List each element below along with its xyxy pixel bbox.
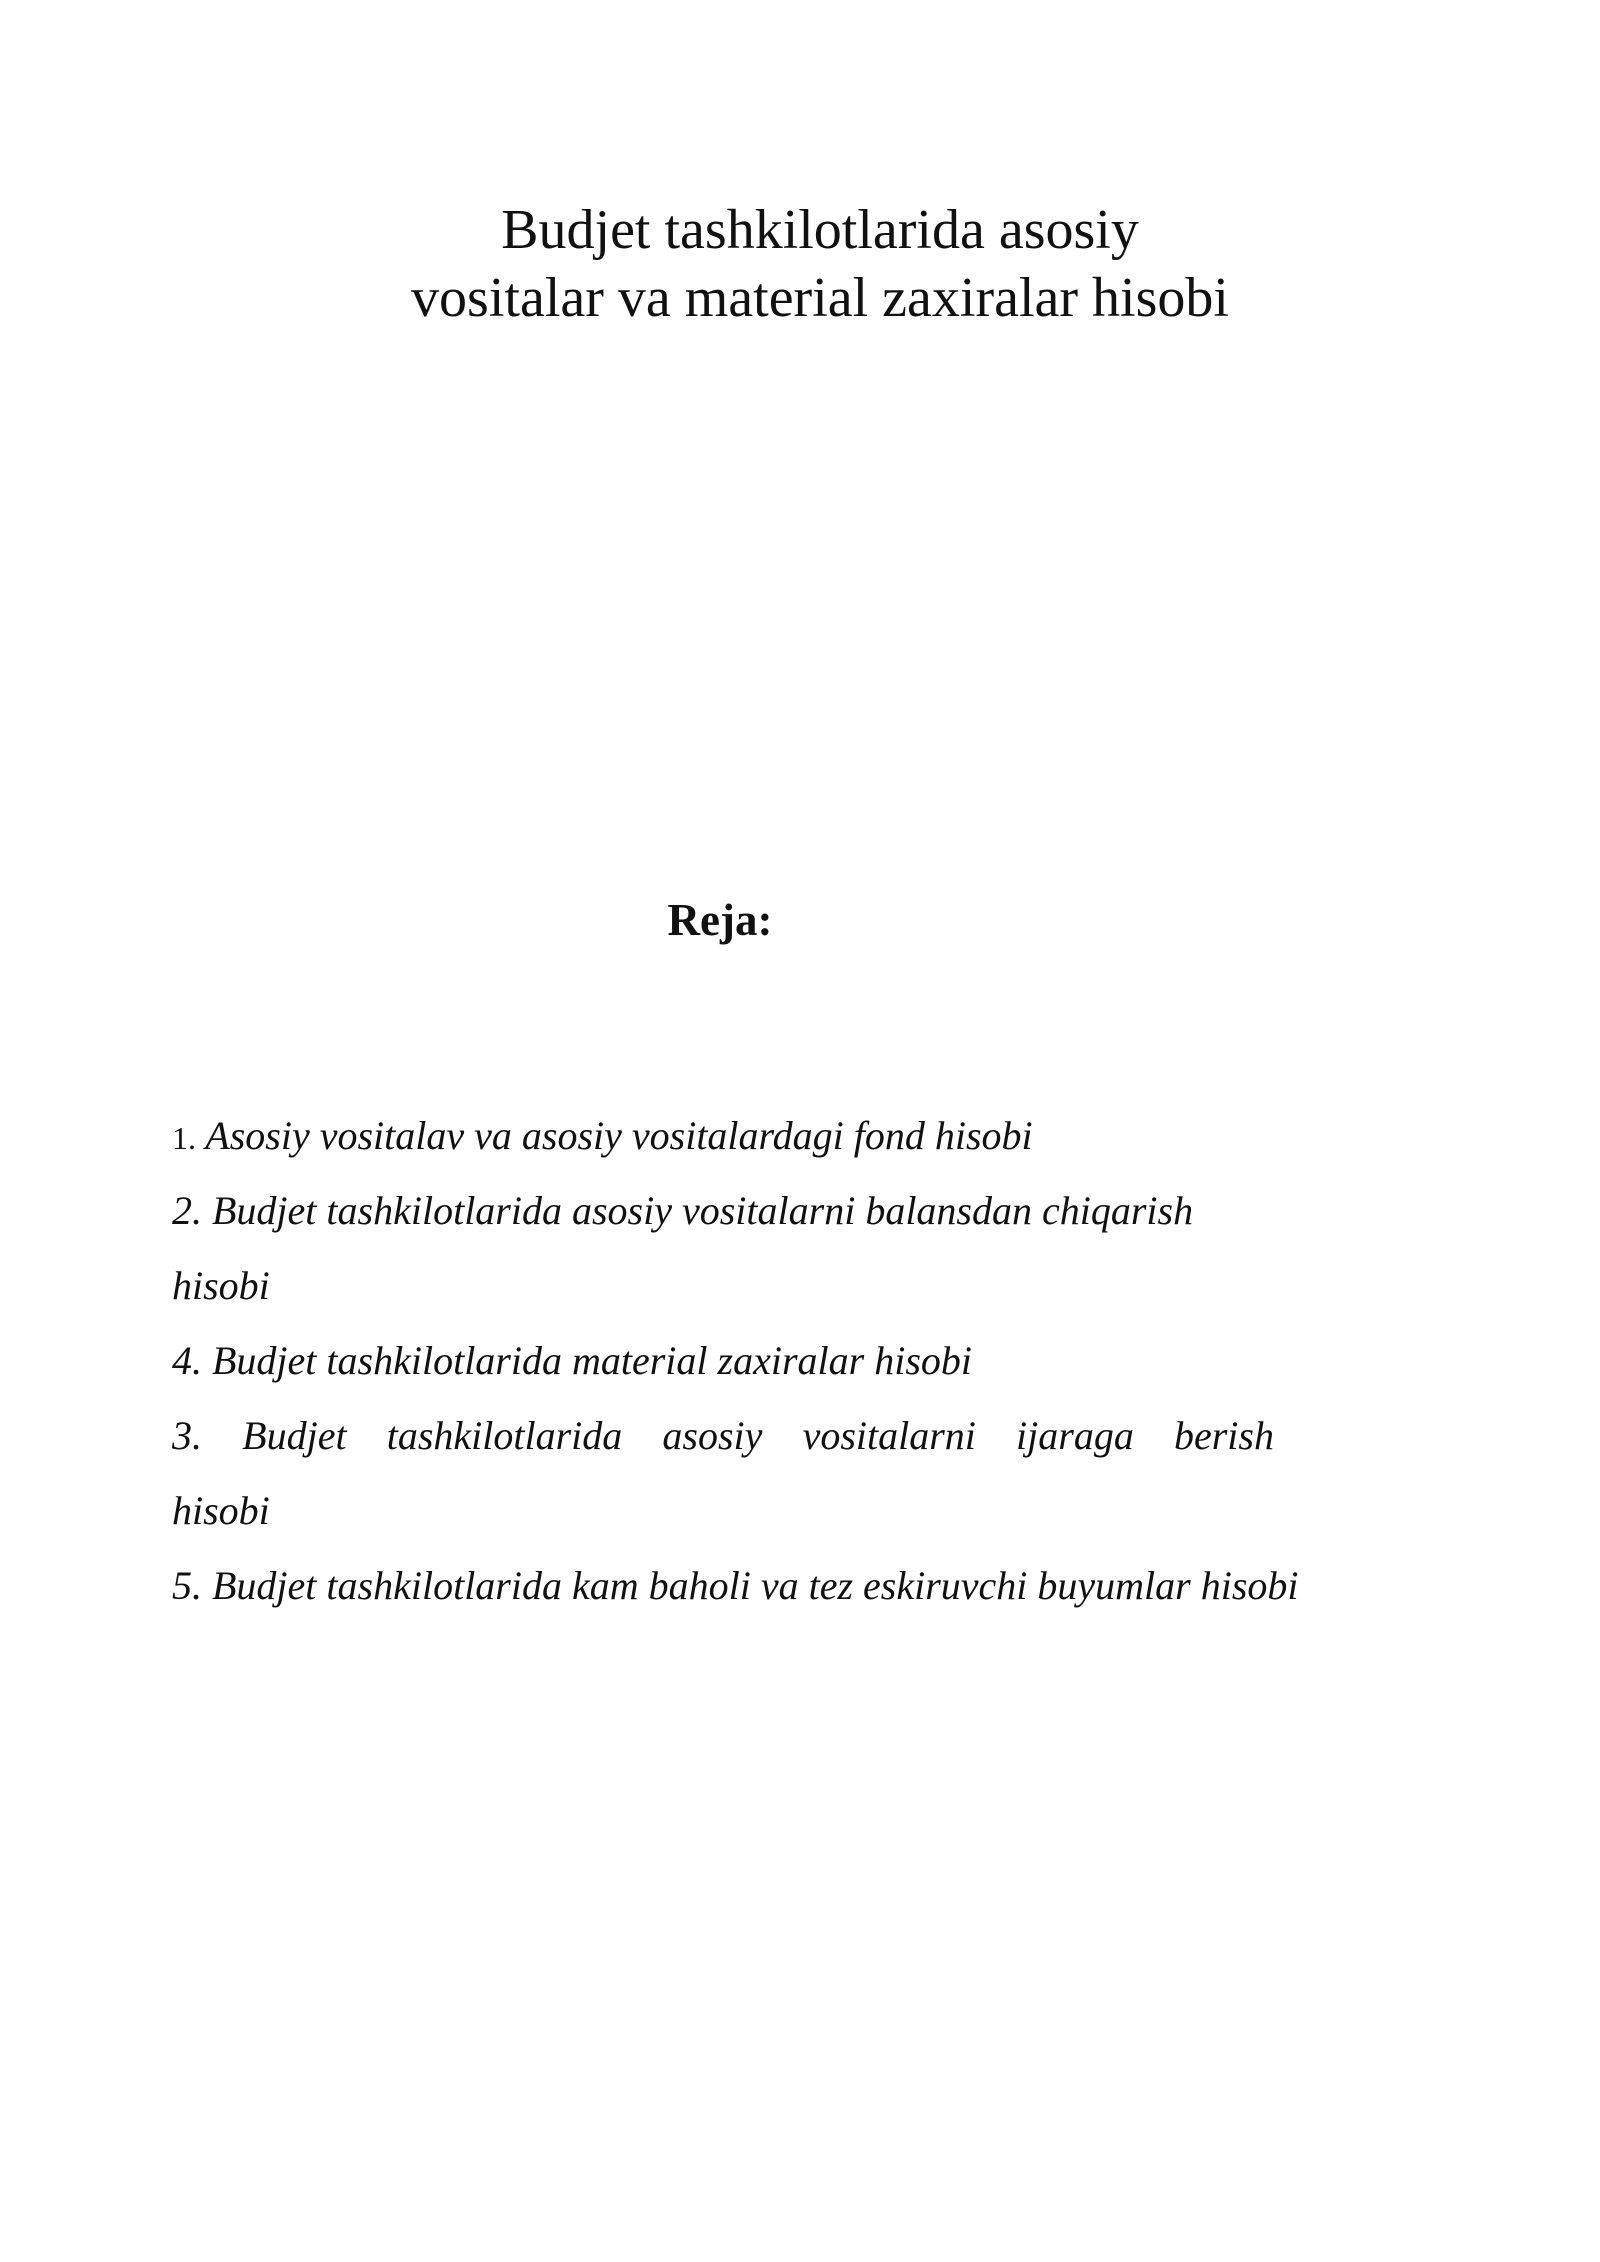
plan-item-3-word: asosiy <box>662 1413 763 1458</box>
plan-item-3-line-2: hisobi <box>172 1488 270 1533</box>
plan-item-3-word: Budjet <box>242 1413 347 1458</box>
plan-item-3-word: ijaraga <box>1016 1413 1134 1458</box>
plan-item-3-line-1 <box>172 1398 1274 1473</box>
plan-item-1 <box>172 1098 1392 1173</box>
plan-item-1-number: 1. <box>172 1120 196 1156</box>
title-line-2: vositalar va material zaxiralar hisobi <box>411 267 1229 329</box>
title-line-1: Budjet tashkilotlarida asosiy <box>501 199 1139 261</box>
plan-item-3-word: 3. <box>172 1413 202 1458</box>
plan-heading: Reja: <box>667 895 773 945</box>
plan-item-3-word: tashkilotlarida <box>386 1413 623 1458</box>
plan-item-2-line-1: 2. Budjet tashkilotlarida asosiy vositalarni balansdan chiqarish <box>172 1188 1194 1233</box>
plan-item-5: 5. Budjet tashkilotlarida kam baholi va tez eskiruvchi buyumlar hisobi <box>172 1563 1299 1608</box>
plan-item-3-word: vositalarni <box>802 1413 976 1458</box>
plan-item-3-word: berish <box>1173 1413 1274 1458</box>
plan-item-1-text: Asosiy vositalav va asosiy vositalardagi fond hisobi <box>205 1113 1033 1158</box>
plan-item-2-line-2: hisobi <box>172 1263 270 1308</box>
plan-list <box>172 1098 1392 1623</box>
document-title <box>0 196 1600 332</box>
plan-item-4: 4. Budjet tashkilotlarida material zaxiralar hisobi <box>172 1338 972 1383</box>
